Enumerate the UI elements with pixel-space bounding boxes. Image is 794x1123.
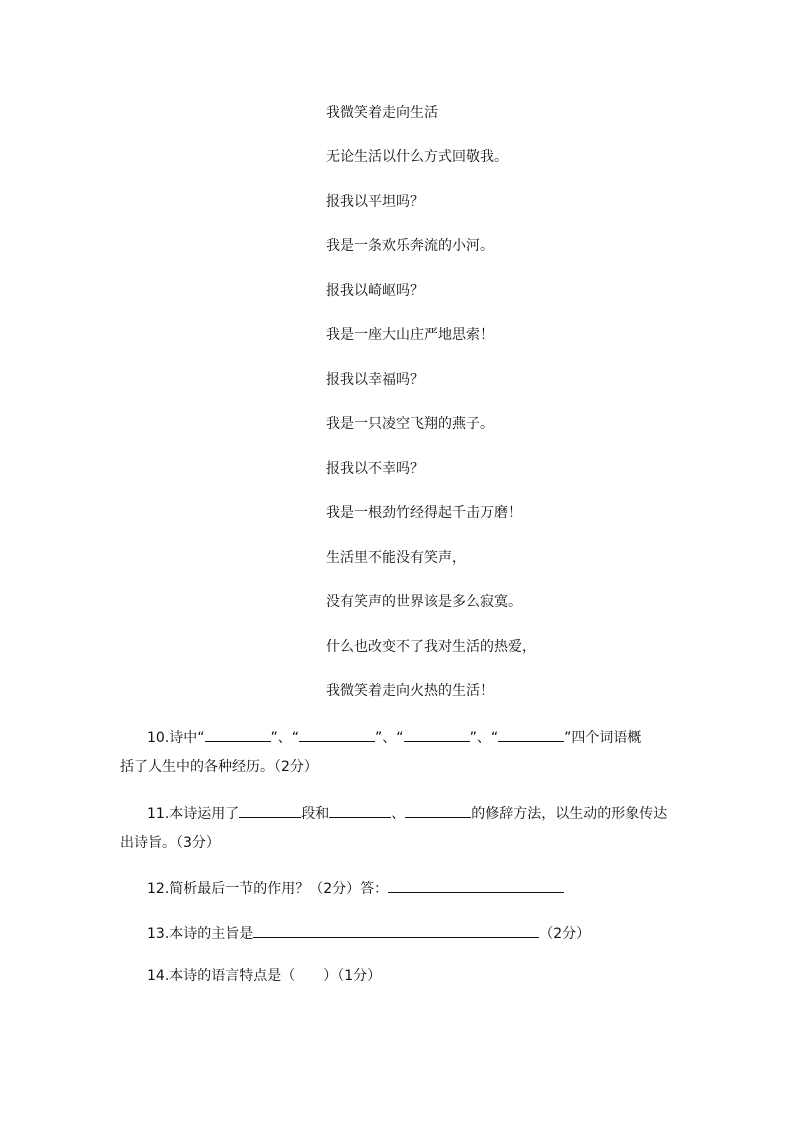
q10-sep: ”、“ <box>469 730 499 746</box>
poem-line: 报我以崎岖吗？ <box>326 283 424 299</box>
poem-line: 无论生活以什么方式回敬我。 <box>326 149 508 165</box>
q11-suffix: 的修辞方法，以生动的形象传达 <box>471 806 668 822</box>
q11-prefix: 11.本诗运用了 <box>147 806 240 822</box>
poem-line: 没有笑声的世界该是多么寂寞。 <box>326 594 522 610</box>
poem-line: 我是一座大山庄严地思索！ <box>326 327 494 343</box>
q10-suffix: ”四个词语概 <box>564 730 642 746</box>
poem-line: 我是一根劲竹经得起千击万磨！ <box>326 505 522 521</box>
q14-suffix: ）（1分） <box>323 968 382 984</box>
q10-blank-1[interactable] <box>205 727 271 742</box>
q11-blank-3[interactable] <box>405 803 471 818</box>
poem-line: 报我以不幸吗？ <box>326 461 424 477</box>
question-13 <box>120 923 680 943</box>
q10-prefix: 10.诗中“ <box>147 730 205 746</box>
q13-suffix: （2分） <box>539 926 591 942</box>
poem-line: 我微笑着走向生活 <box>326 105 438 121</box>
q13-answer-blank[interactable] <box>253 923 539 938</box>
poem-line: 我是一只凌空飞翔的燕子。 <box>326 416 494 432</box>
poem-line: 什么也改变不了我对生活的热爱， <box>326 639 536 655</box>
q11-blank-2[interactable] <box>329 803 391 818</box>
poem-line: 报我以幸福吗？ <box>326 372 424 388</box>
question-11 <box>120 803 680 823</box>
q10-blank-3[interactable] <box>404 727 470 742</box>
q12-text: 12.简析最后一节的作用？（2分）答： <box>147 881 389 897</box>
q10-blank-4[interactable] <box>498 727 564 742</box>
question-10-line-2: 括了人生中的各种经历。（2分） <box>120 759 318 775</box>
q10-blank-2[interactable] <box>299 727 375 742</box>
question-10 <box>120 727 680 747</box>
q11-mid: 、 <box>391 806 406 822</box>
question-11-line-2: 出诗旨。（3分） <box>120 835 220 851</box>
q12-answer-blank[interactable] <box>388 878 564 893</box>
question-12 <box>120 878 680 898</box>
poem-line: 我是一条欢乐奔流的小河。 <box>326 238 494 254</box>
q11-mid: 段和 <box>301 806 330 822</box>
q11-blank-1[interactable] <box>239 803 301 818</box>
poem-line: 报我以平坦吗？ <box>326 194 424 210</box>
poem-line: 生活里不能没有笑声， <box>326 550 466 566</box>
q13-prefix: 13.本诗的主旨是 <box>147 926 254 942</box>
q10-sep: ”、“ <box>270 730 300 746</box>
q10-sep: ”、“ <box>375 730 404 746</box>
poem-line: 我微笑着走向火热的生活！ <box>326 683 494 699</box>
q14-prefix: 14.本诗的语言特点是（ <box>147 968 296 984</box>
question-14 <box>120 967 680 985</box>
